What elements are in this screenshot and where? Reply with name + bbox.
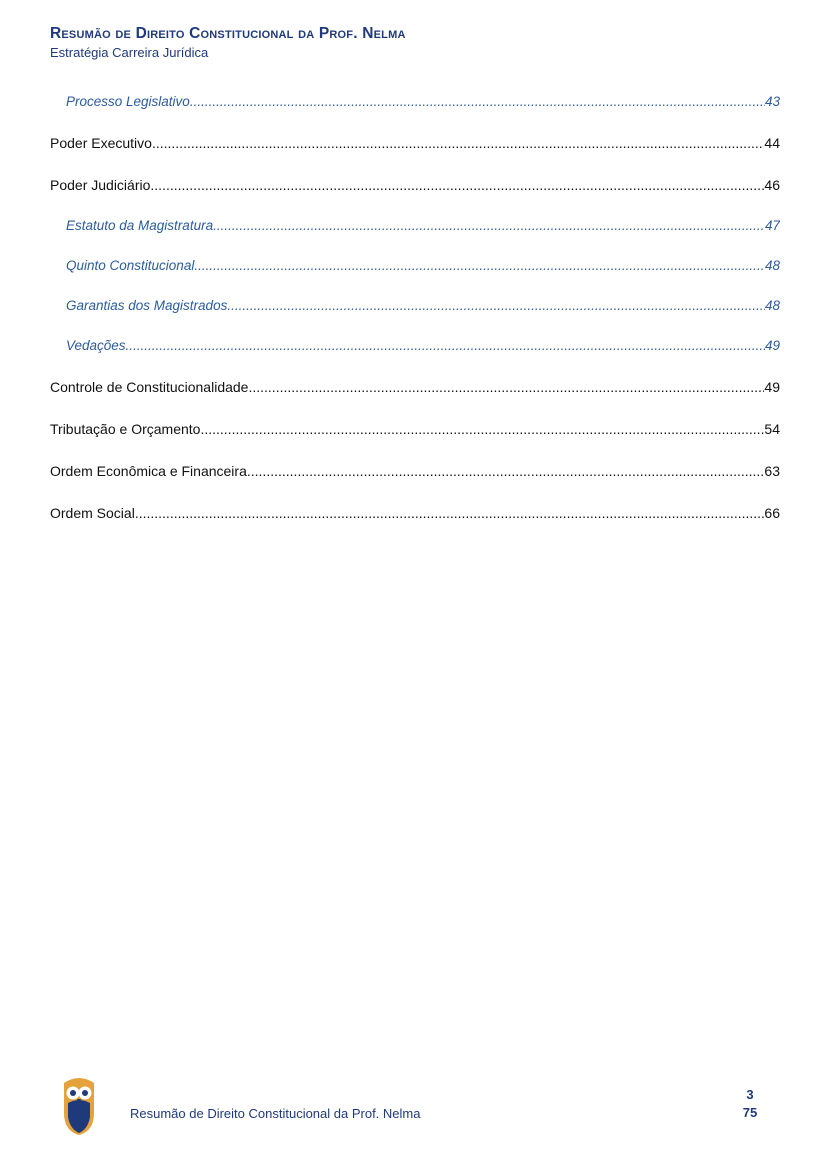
toc-entry-label: Controle de Constitucionalidade bbox=[50, 379, 249, 395]
toc-leader-dots bbox=[200, 408, 764, 450]
page-header bbox=[50, 24, 406, 61]
toc-entry-label: Processo Legislativo bbox=[66, 94, 190, 109]
toc-leader-dots bbox=[152, 122, 764, 164]
toc-entry-label: Quinto Constitucional bbox=[66, 258, 195, 273]
toc-entry-ordem-economica-financeira[interactable] bbox=[50, 450, 780, 492]
toc-entry-poder-judiciario[interactable] bbox=[50, 164, 780, 206]
toc-entry-label: Poder Judiciário bbox=[50, 177, 151, 193]
toc-entry-quinto-constitucional[interactable] bbox=[50, 246, 780, 286]
header-subtitle: Estratégia Carreira Jurídica bbox=[50, 45, 209, 60]
toc-leader-dots bbox=[247, 450, 765, 492]
toc-entry-page: 44 bbox=[764, 135, 780, 151]
toc-entry-page: 63 bbox=[764, 463, 780, 479]
toc-entry-garantias-magistrados[interactable] bbox=[50, 286, 780, 326]
footer-title: Resumão de Direito Constitucional da Prof. Nelma bbox=[130, 1106, 421, 1121]
toc-entry-label: Tributação e Orçamento bbox=[50, 421, 201, 437]
toc-leader-dots bbox=[227, 286, 765, 326]
toc-entry-page: 66 bbox=[764, 505, 780, 521]
toc-entry-ordem-social[interactable] bbox=[50, 492, 780, 534]
footer-page-number bbox=[730, 1086, 770, 1122]
toc-entry-estatuto-magistratura[interactable] bbox=[50, 206, 780, 246]
toc-entry-page: 48 bbox=[764, 298, 780, 313]
toc-entry-page: 43 bbox=[764, 94, 780, 109]
toc-entry-page: 46 bbox=[764, 177, 780, 193]
toc-entry-label: Garantias dos Magistrados bbox=[66, 298, 228, 313]
toc-entry-label: Estatuto da Magistratura bbox=[66, 218, 214, 233]
toc-entry-page: 48 bbox=[764, 258, 780, 273]
owl-logo-icon bbox=[60, 1073, 98, 1135]
toc-entry-page: 47 bbox=[764, 218, 780, 233]
toc-entry-page: 49 bbox=[764, 379, 780, 395]
toc-leader-dots bbox=[150, 164, 764, 206]
footer-page-current: 3 bbox=[746, 1087, 754, 1102]
toc-leader-dots bbox=[135, 492, 765, 534]
toc-leader-dots bbox=[194, 246, 765, 286]
toc-leader-dots bbox=[190, 82, 765, 122]
toc-leader-dots bbox=[248, 366, 764, 408]
toc-leader-dots bbox=[213, 206, 765, 246]
toc-entry-vedacoes[interactable] bbox=[50, 326, 780, 366]
toc-entry-label: Ordem Social bbox=[50, 505, 135, 521]
footer-page-total: 75 bbox=[742, 1105, 758, 1120]
toc-leader-dots bbox=[126, 326, 765, 366]
toc-entry-processo-legislativo[interactable] bbox=[50, 82, 780, 122]
toc-entry-label: Poder Executivo bbox=[50, 135, 152, 151]
toc-entry-controle-constitucionalidade[interactable] bbox=[50, 366, 780, 408]
toc-entry-label: Vedações bbox=[66, 338, 126, 353]
header-title: Resumão de Direito Constitucional da Prof. Nelma bbox=[50, 25, 406, 42]
toc-entry-tributacao-orcamento[interactable] bbox=[50, 408, 780, 450]
table-of-contents bbox=[50, 82, 780, 534]
toc-entry-page: 54 bbox=[764, 421, 780, 437]
toc-entry-page: 49 bbox=[764, 338, 780, 353]
toc-entry-label: Ordem Econômica e Financeira bbox=[50, 463, 247, 479]
toc-entry-poder-executivo[interactable] bbox=[50, 122, 780, 164]
